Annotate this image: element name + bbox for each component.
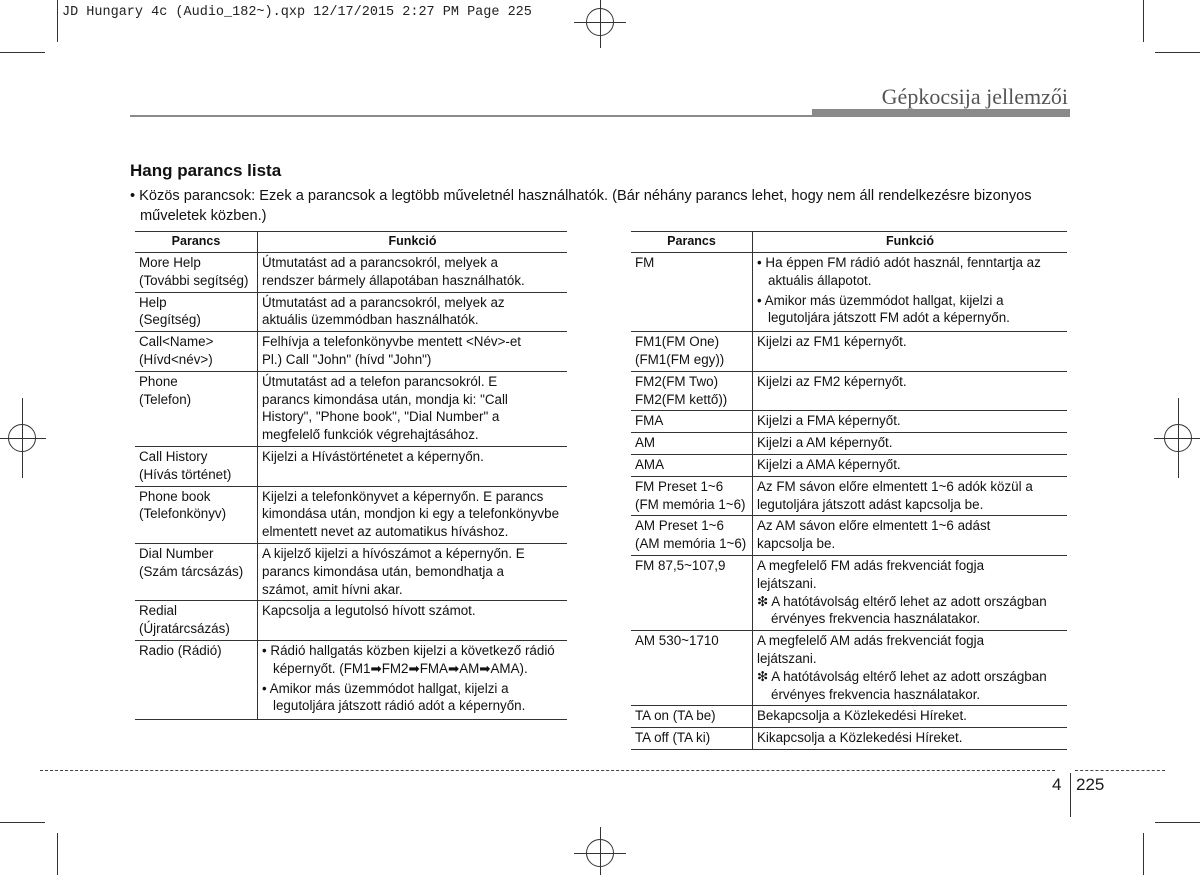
function-text: lejátszani.	[757, 650, 817, 666]
table-row	[135, 486, 567, 543]
table-row	[135, 640, 567, 719]
function-text: A kijelző kijelzi a hívószámot a képernyőn. E	[262, 545, 525, 561]
function-text: History", "Phone book", "Dial Number" a	[262, 409, 500, 425]
footer-dashed-rule-left	[40, 770, 1055, 771]
command-cell	[135, 371, 258, 446]
function-bullet: • Rádió hallgatás közben kijelzi a következő rádió képernyőt. (FM1➡FM2➡FMA➡AM➡AMA).	[262, 642, 555, 676]
table-row	[631, 371, 1067, 411]
command-cell	[631, 454, 753, 476]
command-text: AM Preset 1~6	[635, 518, 724, 534]
table-row	[135, 446, 567, 486]
function-text: Útmutatást ad a parancsokról, melyek a	[262, 255, 498, 270]
column-header-function: Funkció	[258, 232, 568, 253]
function-cell	[753, 411, 1068, 433]
table-row	[135, 332, 567, 372]
function-text: kapcsolja be.	[757, 536, 836, 552]
function-bullet: • Amikor más üzemmódot hallgat, kijelzi a legutoljára játszott rádió adót a képernyőn.	[262, 680, 526, 714]
intro-paragraph: • Közös parancsok: Ezek a parancsok a legtöbb műveletnél használhatók. (Bár néhány parancs lehet, hogy nem áll rendelkezésre bizonyos műveletek közben.)	[130, 188, 1032, 224]
table-row	[135, 601, 567, 641]
command-cell	[631, 411, 753, 433]
footer-dashed-rule-right	[1075, 770, 1165, 771]
command-text: (AM memória 1~6)	[635, 536, 747, 552]
function-cell	[753, 728, 1068, 750]
command-text: TA on (TA be)	[635, 708, 716, 724]
command-cell	[631, 253, 753, 332]
command-cell	[135, 332, 258, 372]
function-text: Az FM sávon előre elmentett 1~6 adók közül a	[757, 478, 1033, 494]
function-cell	[753, 555, 1068, 630]
command-cell	[135, 446, 258, 486]
table-row	[135, 292, 567, 332]
command-text: FM Preset 1~6	[635, 478, 724, 494]
command-text: TA off (TA ki)	[635, 730, 711, 746]
function-text: Kikapcsolja a Közlekedési Híreket.	[757, 730, 963, 746]
command-text: Redial	[139, 603, 177, 619]
function-text: Kijelzi a AM képernyőt.	[757, 435, 893, 451]
command-text: (Telefon)	[139, 391, 192, 407]
command-text: AM	[635, 435, 656, 451]
column-header-command: Parancs	[135, 232, 258, 253]
table-row	[631, 706, 1067, 728]
function-cell	[258, 371, 568, 446]
function-text: Kijelzi a Hívástörténetet a képernyőn.	[262, 448, 484, 464]
function-cell	[258, 601, 568, 641]
command-text: FM	[635, 255, 655, 270]
function-text: Útmutatást ad a parancsokról, melyek az	[262, 294, 505, 310]
command-text: (Telefonkönyv)	[139, 506, 227, 522]
column-header-function: Funkció	[753, 232, 1068, 253]
command-text: (Segítség)	[139, 312, 201, 328]
print-slug: JD Hungary 4c (Audio_182~).qxp 12/17/2015 2:27 PM Page 225	[62, 5, 532, 20]
function-cell	[258, 253, 568, 293]
command-cell	[631, 433, 753, 455]
command-text: FM 87,5~107,9	[635, 557, 726, 573]
function-cell	[258, 486, 568, 543]
command-text: Phone	[139, 373, 178, 389]
function-cell	[753, 371, 1068, 411]
table-row	[135, 543, 567, 600]
table-header-row	[631, 232, 1067, 253]
command-text: Radio (Rádió)	[139, 642, 222, 658]
table-header-row	[135, 232, 567, 253]
function-cell	[258, 543, 568, 600]
voice-command-table-right	[631, 231, 1067, 750]
command-text: AMA	[635, 456, 665, 472]
function-cell	[753, 476, 1068, 516]
function-text: Bekapcsolja a Közlekedési Híreket.	[757, 708, 967, 724]
function-note: ❇ A hatótávolság eltérő lehet az adott országban érvényes frekvencia használatakor.	[757, 593, 1047, 627]
function-bullet: • Amikor más üzemmódot hallgat, kijelzi a legutoljára játszott FM adót a képernyőn.	[757, 292, 1010, 326]
command-text: (Hívás történet)	[139, 466, 232, 482]
table-row	[631, 332, 1067, 372]
command-text: (FM1(FM egy))	[635, 351, 725, 367]
command-cell	[135, 253, 258, 293]
function-cell	[753, 253, 1068, 332]
section-title: Hang parancs lista	[130, 161, 282, 180]
command-text: Phone book	[139, 488, 211, 504]
function-text: Útmutatást ad a telefon parancsokról. E	[262, 373, 498, 389]
function-text: legutoljára játszott adást kapcsolja be.	[757, 496, 984, 512]
function-text: A megfelelő FM adás frekvenciát fogja	[757, 557, 985, 573]
command-text: (További segítség)	[139, 272, 249, 288]
command-text: (Hívd<név>)	[139, 351, 213, 367]
function-text: rendszer bármely állapotában használhatók.	[262, 272, 525, 288]
function-text: Az AM sávon előre elmentett 1~6 adást	[757, 518, 991, 534]
table-row	[631, 433, 1067, 455]
function-text: elmentett nevet az automatikus híváshoz.	[262, 524, 509, 540]
command-cell	[631, 631, 753, 706]
chapter-number: 4	[1052, 775, 1062, 794]
command-text: FMA	[635, 413, 664, 429]
function-text: A megfelelő AM adás frekvenciát fogja	[757, 633, 985, 649]
command-cell	[631, 516, 753, 556]
command-cell	[631, 371, 753, 411]
command-text: (Újratárcsázás)	[139, 621, 230, 637]
table-row	[135, 253, 567, 293]
command-cell	[135, 486, 258, 543]
command-cell	[135, 601, 258, 641]
function-cell	[258, 640, 568, 719]
function-cell	[258, 332, 568, 372]
header-rule	[130, 115, 1070, 117]
command-cell	[631, 728, 753, 750]
table-row	[631, 476, 1067, 516]
command-text: Call History	[139, 448, 208, 464]
column-header-command: Parancs	[631, 232, 753, 253]
page-number-separator	[1070, 773, 1071, 817]
command-text: Dial Number	[139, 545, 214, 561]
function-text: parancs kimondása után, bemondhatja a	[262, 563, 504, 579]
function-cell	[753, 631, 1068, 706]
table-row	[631, 555, 1067, 630]
table-row	[631, 253, 1067, 332]
table-row	[631, 631, 1067, 706]
table-row	[631, 728, 1067, 750]
command-text: FM2(FM Two)	[635, 373, 719, 389]
function-text: Pl.) Call "John" (hívd "John")	[262, 351, 432, 367]
command-cell	[135, 292, 258, 332]
command-cell	[135, 640, 258, 719]
command-text: AM 530~1710	[635, 633, 719, 649]
command-text: More Help	[139, 255, 201, 270]
command-text: Help	[139, 294, 167, 310]
function-cell	[753, 433, 1068, 455]
function-text: Kijelzi az FM1 képernyőt.	[757, 334, 907, 350]
command-text: (Szám tárcsázás)	[139, 563, 244, 579]
function-text: kimondása után, mondjon ki egy a telefonkönyvbe	[262, 506, 560, 522]
function-note: ❇ A hatótávolság eltérő lehet az adott országban érvényes frekvencia használatakor.	[757, 668, 1047, 702]
function-text: számot, amit hívni akar.	[262, 581, 403, 597]
command-cell	[631, 476, 753, 516]
command-text: FM2(FM kettő))	[635, 391, 728, 407]
function-text: Felhívja a telefonkönyvbe mentett <Név>-et	[262, 334, 522, 350]
function-text: Kijelzi a FMA képernyőt.	[757, 413, 901, 429]
page-header-title: Gépkocsija jellemzői	[881, 84, 1068, 109]
table-row	[631, 411, 1067, 433]
command-text: (FM memória 1~6)	[635, 496, 746, 512]
command-cell	[631, 555, 753, 630]
command-cell	[631, 706, 753, 728]
function-text: megfelelő funkciók végrehajtásához.	[262, 427, 479, 443]
function-text: Kijelzi az FM2 képernyőt.	[757, 373, 907, 389]
function-cell	[753, 332, 1068, 372]
function-cell	[753, 706, 1068, 728]
function-text: Kijelzi a telefonkönyvet a képernyőn. E parancs	[262, 488, 544, 504]
command-text: FM1(FM One)	[635, 334, 720, 350]
function-bullet: • Ha éppen FM rádió adót használ, fenntartja az aktuális állapotot.	[757, 255, 1041, 288]
function-cell	[258, 292, 568, 332]
table-row	[135, 371, 567, 446]
function-cell	[753, 454, 1068, 476]
function-text: Kapcsolja a legutolsó hívott számot.	[262, 603, 476, 619]
function-text: aktuális üzemmódban használhatók.	[262, 312, 479, 328]
voice-command-table-left	[135, 231, 567, 720]
command-text: Call<Name>	[139, 334, 214, 350]
table-row	[631, 516, 1067, 556]
function-text: lejátszani.	[757, 575, 817, 591]
table-row	[631, 454, 1067, 476]
function-text: parancs kimondása után, mondja ki: "Call	[262, 391, 508, 407]
function-text: Kijelzi a AMA képernyőt.	[757, 456, 901, 472]
command-cell	[631, 332, 753, 372]
page-number: 225	[1076, 775, 1105, 794]
command-cell	[135, 543, 258, 600]
function-cell	[753, 516, 1068, 556]
function-cell	[258, 446, 568, 486]
